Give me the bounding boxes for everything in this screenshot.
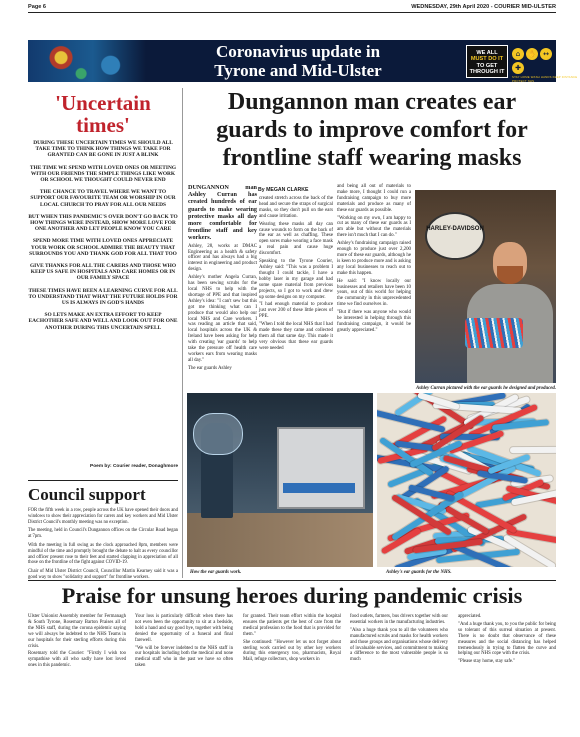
header-rule bbox=[28, 12, 556, 13]
council-headline: Council support bbox=[28, 485, 146, 504]
praise-paragraph: "Also a huge thank you to all the volunteers who manufactured scrubs and masks for health workers and those groups and organisations whose delivery of invaluable services, and commitment to making a difference to the most vulnerable people is so much bbox=[350, 627, 448, 663]
we-all-must-badge bbox=[466, 45, 508, 78]
stay-home-icon: ⌂ bbox=[512, 48, 524, 60]
praise-paragraph: Your loss is particularly difficult when there has not even been the opportunity to sit at a bedside, hold a hand and say good bye, together with being denied the opportunity of a funeral and final farewell. bbox=[135, 614, 233, 643]
praise-column-4 bbox=[350, 614, 448, 665]
ear-guards-pile-photo bbox=[377, 393, 556, 567]
poem-stanza: SO LETS MAKE AN EXTRA EFFORT TO KEEP EACHOTHER SAFE AND WELL AND LOOK OUT FOR ONE ANOTHER DURING THIS UNCERTAIN SPELL bbox=[28, 312, 178, 331]
banner-title-line2: Tyrone and Mid-Ulster bbox=[214, 61, 382, 80]
poem-stanza: THESE TIMES HAVE BEEN A LEARNING CURVE FOR ALL TO UNDERSTAND THAT WHAT THE FUTURE HOLDS FOR US IS ALWAYS IN GOD'S HANDS bbox=[28, 287, 178, 307]
photo-caption-main: Ashley Curran pictured with the ear guards he designed and produced. bbox=[415, 386, 556, 391]
praise-column-1 bbox=[28, 614, 126, 671]
ashley-curran-photo bbox=[415, 190, 556, 383]
ear-guards-in-use-photo bbox=[187, 393, 373, 567]
article-paragraph: Speaking to the Tyrone Courier, Ashley said: "This was a problem I thought I could tackle, I have a hobby laser in my garage and had some spare material from previous projects, so I got to work and drew up some designs on my computer. bbox=[259, 259, 333, 300]
man-beard bbox=[497, 266, 523, 284]
article-paragraph: Ashley's mother Angela Curran, has been sewing scrubs for the local NHS to help with the shortage of PPE and that inspired Ashley's idea: "I can't sew but this got me thinking what can I produce that would also help our local NHS and Care workers. I was reading an article that said, local hospitals across the UK & Ireland have been asking for help with creating 'ear guards' to help take the pressure off health care workers ears from wearing masks all day." bbox=[188, 275, 257, 363]
guidance-icons bbox=[512, 48, 554, 74]
praise-paragraph: appreciated. bbox=[458, 614, 482, 619]
article-paragraph: "I had enough material to produce just over 200 of these little pieces of PPE. bbox=[259, 302, 333, 320]
badge-line3: TO GET bbox=[476, 62, 498, 69]
article-lead: DUNGANNON man Ashley Curran has created hundreds of ear guards to make wearing protective masks all day more comfortable for frontline staff and key workers. bbox=[188, 184, 257, 242]
poem-title bbox=[28, 92, 178, 136]
virus-image bbox=[28, 40, 146, 82]
guidance-icon-labels: STAY HOME WASH HANDS KEEP DISTANCE PROTECT NHS bbox=[512, 75, 578, 83]
council-paragraph: The meeting, held in Council's Dungannon offices on the Circular Road began at 7pm. bbox=[28, 528, 178, 540]
article-paragraph: Ashley, 28, works at DMAC Engineering as a health & safety officer and has always had a big interest in engineering and product design. bbox=[188, 243, 257, 273]
council-paragraph: FOR the fifth week in a row, people across the UK have opened their doors and windows to show their appreciation for carers and key workers and Mid Ulster District Council's monthly meeting was no exception. bbox=[28, 508, 178, 525]
praise-headline: Praise for unsung heroes during pandemic crisis bbox=[61, 583, 523, 608]
photo-caption-right: Ashley's ear guards for the NHS. bbox=[386, 570, 452, 575]
praise-paragraph: She continued: "However let us not forget about sterling work carried out by other key workers during this emergency too, pharmacists, Royal Mail, refuge collectors, shop workers in bbox=[243, 639, 341, 663]
article-paragraph: Ashley's fundraising campaign raised enough to produce just over 2,200 more of these ear guards, although he is keen to produce more and is asking any local businesses to reach out to make this happen. bbox=[337, 241, 411, 276]
article-column-3 bbox=[337, 184, 411, 336]
wash-hands-icon: ✋ bbox=[527, 50, 537, 58]
protect-icon: ✚ bbox=[512, 62, 524, 74]
praise-paragraph: "We will be forever indebted to the NHS staff in our hospitals including both the medical and none medical staff who in the past we have so often taken bbox=[135, 645, 233, 669]
ear-guard-strap bbox=[510, 446, 556, 452]
praise-column-3 bbox=[243, 614, 341, 665]
praise-column-5 bbox=[458, 614, 556, 667]
article-paragraph: and being all out of materials to make more, I thought I could run a fundraising campaign to buy more materials and produce as many of these ear guards as possible. bbox=[337, 184, 411, 213]
poem-stanza: DURING THESE UNCERTAIN TIMES WE SHOULD ALL TAKE TIME TO THINK HOW THINGS WE TAKE FOR GRANTED CAN BE GONE IN JUST A BLINK bbox=[33, 140, 173, 159]
laser-cutter-bed bbox=[283, 483, 355, 493]
photo-caption-left: How the ear guards work. bbox=[190, 570, 242, 575]
council-paragraph: With the meeting in full swing as the clock approached 8pm, members were mindful of the time and promptly brought the debate to halt as every councillor and officer present rose to their feet and started clapping in appreciation of all those on the frontline of the fight against COVID-19. bbox=[28, 542, 178, 566]
council-story bbox=[28, 508, 178, 584]
praise-paragraph: food outlets, farmers, bus drivers together with our essential workers in the manufacturing industries. bbox=[350, 614, 448, 625]
praise-paragraph: "Please stay home, stay safe." bbox=[458, 659, 516, 665]
praise-paragraph: for granted. Their team effort within the hospital ensures the patients get the best of care from the medical profession to the food that is provided for them." bbox=[243, 614, 341, 637]
column-divider bbox=[182, 88, 183, 578]
wall-sign-text: HARLEY-DAVIDSON bbox=[426, 226, 484, 232]
article-paragraph: He said: "I know locally our businesses and retailers have been 10 years, out of this world for helping the community in this unprecedented time we find ourselves in. bbox=[337, 278, 411, 308]
article-paragraph: created stretch across the back of the head and secure the straps of surgical masks, so they don't pull on the ears and cause irritation. bbox=[259, 196, 333, 219]
article-byline: By MEGAN CLARKE bbox=[258, 187, 309, 193]
poem-byline: Poem by: Courier reader, Donaghmore bbox=[90, 464, 178, 469]
article-paragraph: "Working on my own, I am happy to cut as many of these ear guards as I am able but without the materials there isn't much that I can do." bbox=[337, 215, 411, 239]
poem-title-line2: times' bbox=[76, 113, 130, 137]
banner-title-line1: Coronavirus update in bbox=[215, 42, 381, 61]
issue-date: WEDNESDAY, 29th April 2020 - COURIER MID-ULSTER bbox=[411, 4, 556, 10]
article-paragraph: The ear guards Ashley bbox=[188, 365, 232, 371]
poem-stanza: GIVE THANKS FOR ALL THE CARERS AND THOSE WHO KEEP US SAFE IN HOSPITALS AND CARE HOMES OR IN OUR FAMILY SPACE bbox=[29, 263, 177, 282]
wall-sign bbox=[425, 212, 485, 260]
poem-stanza: THE CHANCE TO TRAVEL WHERE WE WANT TO SUPPORT OUR FAVOURITE TEAM OR WORSHIP IN OUR LOCAL CHURCH TO PRAY FOR ALL OUR NEEDS bbox=[30, 189, 176, 208]
article-headline: Dungannon man creates ear guards to improve comfort for frontline staff wearing masks bbox=[216, 89, 528, 171]
praise-paragraph: "And a huge thank you, to you the public for being so tolerant of this surreal situation at present. There is no doubt that observance of these measures and the social distancing has helped tremendously in trying to flatten the curve and helping our NHS cope with the crisis. bbox=[458, 621, 556, 657]
article-paragraph: "But if there was anyone who would be interested in helping through this fundraising campaign, it would be greatly appreciated." bbox=[337, 310, 411, 333]
badge-line1: WE ALL bbox=[476, 50, 498, 56]
article-paragraph: "When I told the local NHS that I had made these they came and collected them all that same day. This made it very obvious that these ear guards were needed bbox=[259, 322, 333, 351]
poem-stanza: THE TIME WE SPEND WITH LOVED ONES OR MEETING WITH OUR FRIENDS THE SIMPLE THINGS LIKE WORK OR SCHOOL WE THOUGHT COULD NEVER END bbox=[29, 164, 177, 184]
poem-stanza: SPEND MORE TIME WITH LOVED ONES APPRECIATE YOUR WORK OR SCHOOL ADMIRE THE BEAUTY THAT SURROUNDS YOU AND THANK GOD FOR ALL THAT TOO bbox=[29, 238, 177, 257]
poem-stanza: BUT WHEN THIS PANDEMIC'S OVER DON'T GO BACK TO HOW THINGS WERE INSTEAD, SHOW MORE LOVE FOR ONE ANOTHER AND LET PEOPLE KNOW YOU CARE bbox=[28, 213, 178, 233]
poem bbox=[28, 140, 178, 337]
article-paragraph: Wearing these masks all day can cause wounds to form on the back of the ear as well as chaffing. These open sores make wearing a face mask a real pain and cause huge discomfort. bbox=[259, 221, 333, 257]
sidebar-rule bbox=[28, 480, 178, 481]
desk bbox=[187, 513, 373, 567]
badge-line2: MUST DO IT bbox=[470, 56, 504, 63]
distance-icon: ↔ bbox=[540, 48, 552, 60]
ear-guards-in-hand bbox=[465, 318, 523, 348]
banner-title bbox=[148, 42, 448, 80]
badge-line4: THROUGH IT bbox=[469, 69, 505, 76]
article-column-2 bbox=[259, 196, 333, 354]
face-shield bbox=[193, 413, 243, 455]
praise-paragraph: Rosemary told the Courier: "Firstly I wish too sympathise with all who sadly have lost loved ones in this pandemic. bbox=[28, 651, 126, 669]
council-paragraph: Chair of Mid Ulster District Council, Councillor Martin Kearney said it was a good way to show "solidarity and support" for frontline workers. bbox=[28, 569, 178, 580]
section-rule bbox=[28, 580, 556, 581]
praise-paragraph: Ulster Unionist Assembly member for Fermanagh & South Tyrone, Rosemary Barton Praises all of the NHS staff, during the corona epidemic saying we will always be indebted to the NHS Teams in our hospitals for their sterling efforts during this crisis. bbox=[28, 614, 126, 649]
praise-column-2 bbox=[135, 614, 233, 671]
laser-cutter bbox=[277, 427, 365, 509]
article-column-1 bbox=[188, 184, 257, 374]
coronavirus-banner bbox=[28, 40, 578, 83]
page-number: Page 6 bbox=[28, 4, 47, 10]
poem-title-line1: 'Uncertain bbox=[55, 91, 151, 115]
